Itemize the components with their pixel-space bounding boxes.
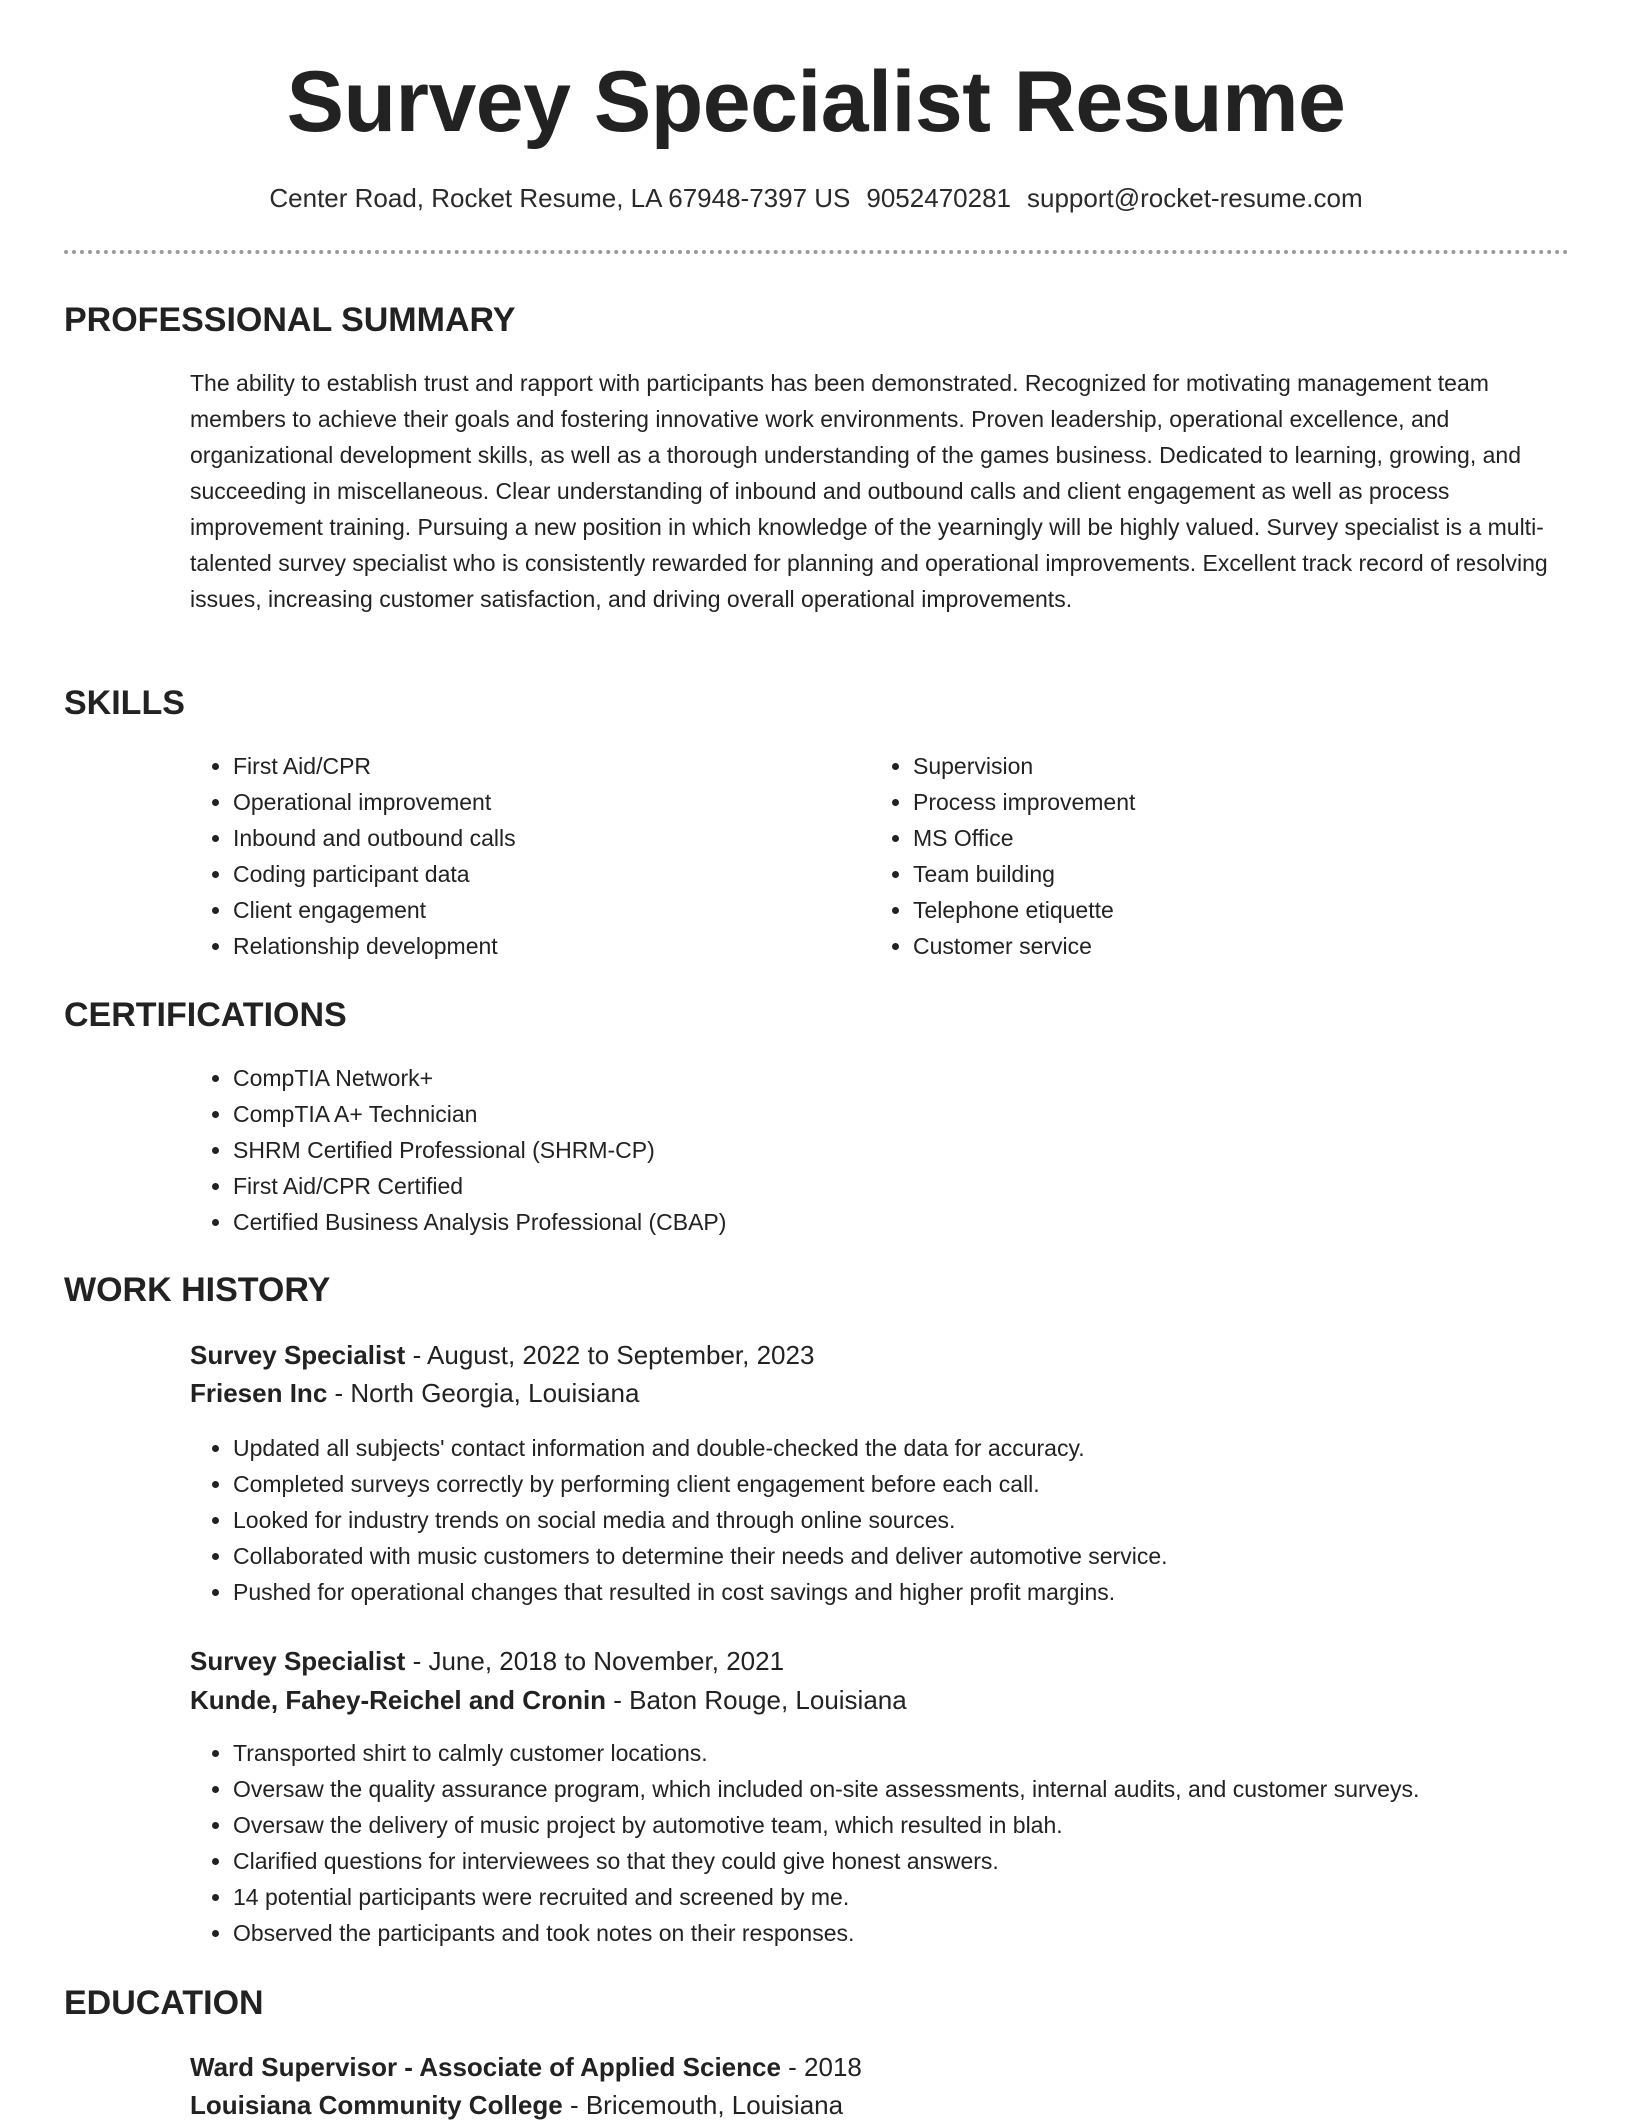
job-title: Survey Specialist — [190, 1646, 406, 1676]
list-item: • Pushed for operational changes that resulted in cost savings and higher profit margins. — [233, 1574, 1570, 1610]
job-location: - North Georgia, Louisiana — [327, 1378, 640, 1408]
job-location: - Baton Rouge, Louisiana — [606, 1685, 907, 1715]
list-item: • Telephone etiquette — [913, 892, 1510, 928]
work-history-heading: WORK HISTORY — [64, 1271, 331, 1309]
skills-heading: SKILLS — [64, 684, 185, 722]
education-heading: EDUCATION — [64, 1984, 264, 2022]
list-item: • Observed the participants and took notes on their responses. — [233, 1915, 1570, 1951]
list-item: • Oversaw the quality assurance program, which included on-site assessments, internal audits, and customer surveys. — [233, 1771, 1570, 1807]
list-item: • Looked for industry trends on social media and through online sources. — [233, 1502, 1570, 1538]
job-2-duties — [190, 1735, 1570, 1951]
list-item: • MS Office — [913, 820, 1510, 856]
list-item: • Operational improvement — [233, 784, 830, 820]
skills-left-column — [190, 748, 830, 964]
list-item: • Coding participant data — [233, 856, 830, 892]
job-2-company-line — [190, 1682, 907, 1718]
job-1-bullet-list — [190, 1430, 1570, 1610]
header-divider — [64, 250, 1569, 254]
skills-right-column — [870, 748, 1510, 964]
list-item: • Updated all subjects' contact information and double-checked the data for accuracy. — [233, 1430, 1570, 1466]
summary-text: The ability to establish trust and rapport with participants has been demonstrated. Recognized for motivating management team members to achieve their goals and fostering innovative work environments. Proven leadership, operational excellence, and organizational development skills, as well as a thorough understanding of the games business. Dedicated to learning, growing, and succeeding in miscellaneous. Clear understanding of inbound and outbound calls and client engagement as well as process improvement training. Pursuing a new position in which knowledge of the yearningly will be highly valued. Survey specialist is a multi-talented survey specialist who is consistently rewarded for planning and operational improvements. Excellent track record of resolving issues, increasing customer satisfaction, and driving overall operational improvements. — [190, 370, 1548, 612]
education-school: Louisiana Community College — [190, 2090, 563, 2120]
job-1-title-line — [190, 1337, 814, 1373]
certifications-list-block — [190, 1060, 1570, 1240]
contact-email: support@rocket-resume.com — [1027, 183, 1363, 213]
list-item: • First Aid/CPR Certified — [233, 1168, 1570, 1204]
job-company: Kunde, Fahey-Reichel and Cronin — [190, 1685, 607, 1715]
list-item: • Oversaw the delivery of music project by automotive team, which resulted in blah. — [233, 1807, 1570, 1843]
list-item: • First Aid/CPR — [233, 748, 830, 784]
list-item: • Team building — [913, 856, 1510, 892]
skills-right-list — [870, 748, 1510, 964]
page-title: Survey Specialist Resume — [286, 54, 1346, 150]
list-item: • Clarified questions for interviewees so that they could give honest answers. — [233, 1843, 1570, 1879]
job-title: Survey Specialist — [190, 1340, 406, 1370]
job-dates: - June, 2018 to November, 2021 — [405, 1646, 785, 1676]
job-company: Friesen Inc — [190, 1378, 328, 1408]
education-year: - 2018 — [780, 2052, 862, 2082]
education-degree: Ward Supervisor - Associate of Applied Science — [190, 2052, 781, 2082]
list-item: • Supervision — [913, 748, 1510, 784]
list-item: • Client engagement — [233, 892, 830, 928]
certifications-heading: CERTIFICATIONS — [64, 996, 347, 1034]
skills-left-list — [190, 748, 830, 964]
list-item: • Process improvement — [913, 784, 1510, 820]
list-item: • Collaborated with music customers to determine their needs and deliver automotive service. — [233, 1538, 1570, 1574]
list-item: • SHRM Certified Professional (SHRM-CP) — [233, 1132, 1570, 1168]
job-dates: - August, 2022 to September, 2023 — [405, 1340, 815, 1370]
list-item: • Certified Business Analysis Professional (CBAP) — [233, 1204, 1570, 1240]
list-item: • Completed surveys correctly by performing client engagement before each call. — [233, 1466, 1570, 1502]
job-2-bullet-list — [190, 1735, 1570, 1951]
list-item: • CompTIA Network+ — [233, 1060, 1570, 1096]
education-school-line — [190, 2087, 843, 2123]
education-location: - Bricemouth, Louisiana — [562, 2090, 844, 2120]
contact-address: Center Road, Rocket Resume, LA 67948-7397 US — [269, 183, 851, 213]
job-1-company-line — [190, 1375, 639, 1411]
certifications-list — [190, 1060, 1570, 1240]
list-item: • Transported shirt to calmly customer locations. — [233, 1735, 1570, 1771]
list-item: • 14 potential participants were recruited and screened by me. — [233, 1879, 1570, 1915]
list-item: • Customer service — [913, 928, 1510, 964]
contact-phone: 9052470281 — [866, 183, 1011, 213]
job-2-title-line — [190, 1643, 784, 1679]
job-1-duties — [190, 1430, 1570, 1610]
summary-heading: PROFESSIONAL SUMMARY — [64, 301, 516, 339]
education-degree-line — [190, 2049, 862, 2085]
contact-line — [0, 180, 1632, 216]
list-item: • CompTIA A+ Technician — [233, 1096, 1570, 1132]
list-item: • Relationship development — [233, 928, 830, 964]
list-item: • Inbound and outbound calls — [233, 820, 830, 856]
